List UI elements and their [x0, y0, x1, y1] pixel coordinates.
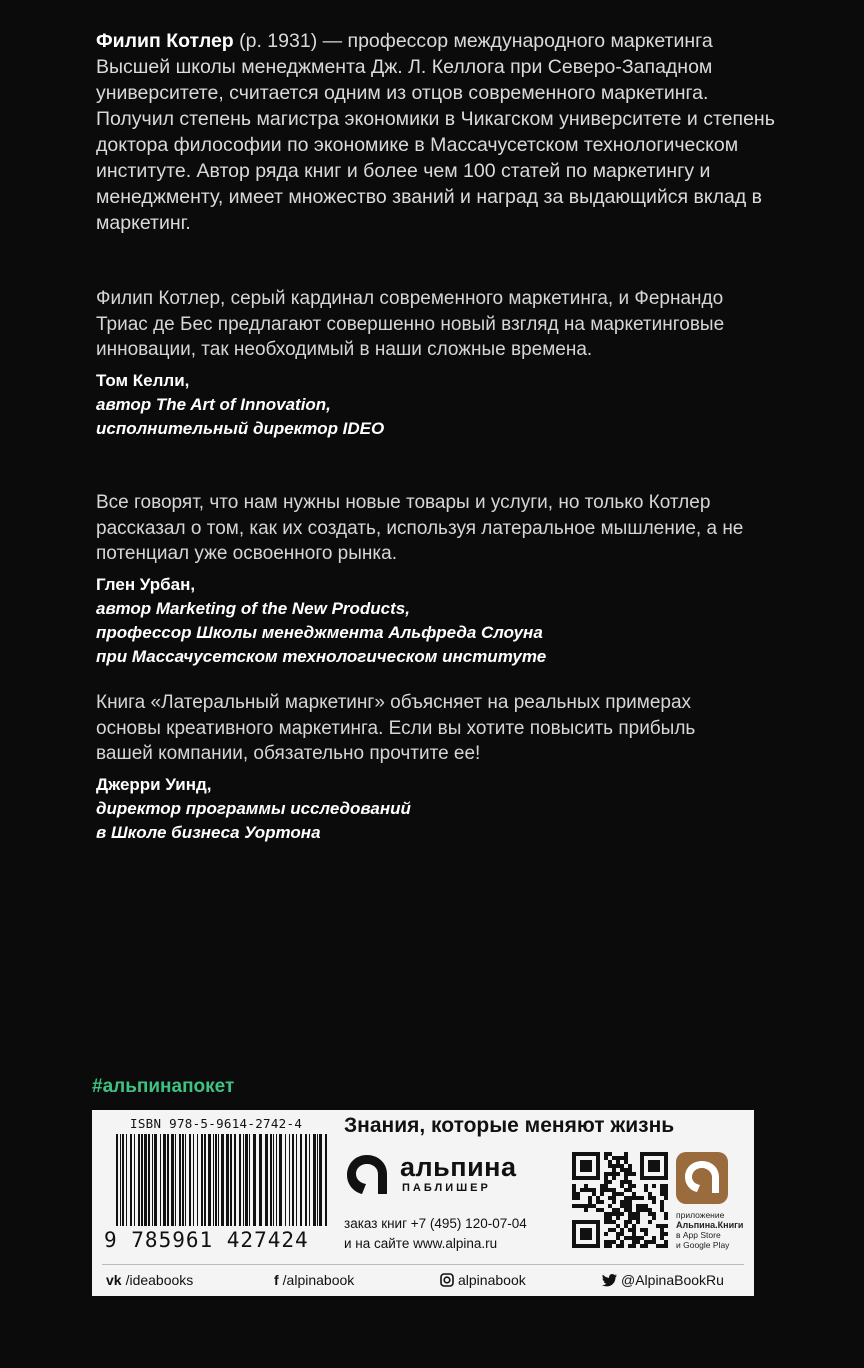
quote-role: автор The Art of Innovation,	[96, 394, 331, 414]
social-twitter-label: @AlpinaBookRu	[621, 1272, 724, 1288]
publisher-panel	[92, 1110, 754, 1296]
quote-role: директор программы исследований	[96, 798, 411, 818]
order-phone: заказ книг +7 (495) 120-07-04	[344, 1216, 527, 1231]
quote-2	[96, 490, 756, 669]
isbn-label: ISBN 978-5-9614-2742-4	[130, 1116, 303, 1131]
alpina-app-icon[interactable]	[676, 1152, 728, 1204]
app-name: Альпина.Книги	[676, 1220, 744, 1230]
quote-attribution	[96, 773, 736, 845]
ean-digits: 9 785961 427424	[104, 1228, 309, 1252]
social-vk[interactable]	[106, 1272, 193, 1288]
facebook-icon: f	[274, 1272, 279, 1288]
social-twitter[interactable]	[602, 1272, 724, 1288]
app-promo-text	[676, 1210, 750, 1250]
order-info	[344, 1214, 527, 1254]
barcode-bars	[112, 1134, 332, 1226]
divider	[102, 1264, 744, 1265]
alpina-logo	[344, 1152, 544, 1202]
quote-text: Книга «Латеральный маркетинг» объясняет на реальных примерах основы креативного маркетинга. Если вы хотите повысить прибыль вашей компании, обязательно прочтите ее!	[96, 692, 696, 764]
app-promo[interactable]	[676, 1152, 750, 1250]
alpina-logo-icon	[344, 1152, 390, 1198]
quote-role: исполнительный директор IDEO	[96, 418, 385, 438]
twitter-icon	[602, 1274, 617, 1287]
author-bio-text: (р. 1931) — профессор международного маркетинга Высшей школы менеджмента Дж. Л. Келлога при Северо-Западном университете, считается одним из отцов современного маркетинга. Получил степень магистра экономики в Чикагском университете и степень доктора философии по экономике в Массачусетском технологическом институте. Автор ряда книг и более чем 100 статей по маркетингу и менеджменту, имеет множество званий и наград за выдающийся вклад в маркетинг.	[96, 30, 775, 234]
quote-attribution	[96, 573, 756, 669]
app-line: и Google Play	[676, 1240, 730, 1250]
quote-role: профессор Школы менеджмента Альфреда Слоуна	[96, 622, 543, 642]
qr-code-icon[interactable]	[572, 1152, 668, 1248]
quote-role: в Школе бизнеса Уортона	[96, 822, 321, 842]
quote-text: Филип Котлер, серый кардинал современного маркетинга, и Фернандо Триас де Бес предлагают совершенно новый взгляд на маркетинговые инновации, так необходимый в наши сложные времена.	[96, 288, 725, 360]
app-line: в App Store	[676, 1230, 721, 1240]
quote-text: Все говорят, что нам нужны новые товары и услуги, но только Котлер рассказал о том, как их создать, используя латеральное мышление, а не потенциал уже освоенного рынка.	[96, 492, 744, 564]
social-vk-label: /ideabooks	[125, 1272, 194, 1288]
slogan: Знания, которые меняют жизнь	[344, 1114, 675, 1137]
quote-1	[96, 286, 736, 441]
quote-attribution	[96, 369, 736, 441]
vk-icon: vk	[106, 1272, 122, 1288]
instagram-icon	[440, 1273, 454, 1287]
social-instagram-label: alpinabook	[458, 1272, 526, 1288]
hashtag: #альпинапокет	[92, 1076, 235, 1097]
brand-subtitle: ПАБЛИШЕР	[402, 1182, 491, 1194]
quote-3	[96, 690, 736, 845]
quote-author: Том Келли,	[96, 370, 190, 390]
barcode	[102, 1116, 332, 1256]
social-instagram[interactable]	[440, 1272, 526, 1288]
author-name: Филип Котлер	[96, 30, 234, 52]
author-bio	[96, 28, 776, 236]
social-facebook-label: /alpinabook	[282, 1272, 355, 1288]
quote-author: Глен Урбан,	[96, 574, 196, 594]
quote-author: Джерри Уинд,	[96, 774, 212, 794]
app-line: приложение	[676, 1210, 725, 1220]
brand-name: альпина	[400, 1152, 517, 1182]
quote-role: при Массачусетском технологическом институте	[96, 646, 547, 666]
social-facebook[interactable]	[274, 1272, 354, 1288]
back-cover-text	[96, 28, 776, 842]
order-site: и на сайте www.alpina.ru	[344, 1236, 498, 1251]
quote-role: автор Marketing of the New Products,	[96, 598, 410, 618]
